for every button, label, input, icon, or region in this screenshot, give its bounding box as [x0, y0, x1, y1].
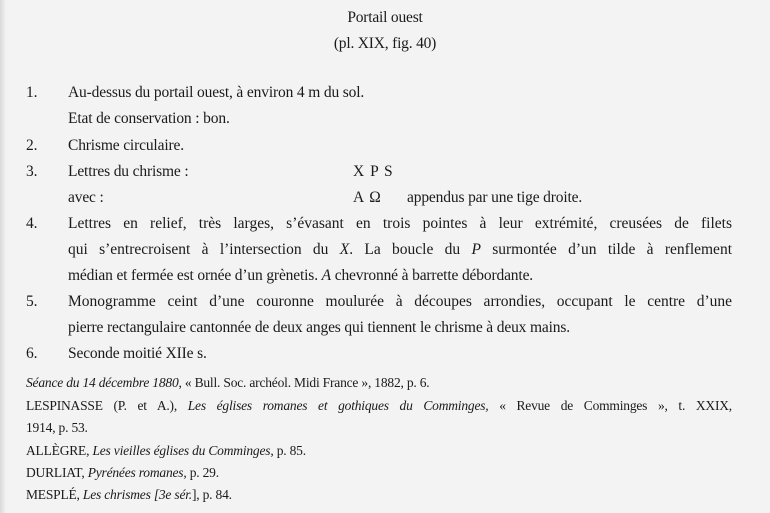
bibliography-continuation: 1914, p. 53. — [26, 420, 88, 435]
item-number: 3. — [26, 163, 38, 180]
item-text: Seconde moitié XIIe s. — [68, 345, 207, 362]
author: MESPLÉ, — [26, 487, 83, 502]
title-italic: Séance du 14 décembre 1880 — [26, 375, 179, 390]
text-run: surmontée d’un tilde à renflement — [480, 241, 732, 258]
item-text: Chrisme circulaire. — [68, 137, 184, 154]
italic-letter: P — [471, 241, 481, 258]
text-run: . La boucle du — [349, 241, 472, 258]
bibliography-entry — [26, 463, 219, 483]
title-italic: Pyrénées romanes — [87, 465, 184, 480]
chrisme-letters: X P S — [353, 163, 394, 180]
bibliography-entry — [26, 373, 429, 393]
author: LESPINASSE (P. et A.), — [26, 398, 188, 413]
italic-letter: A — [321, 267, 331, 284]
item-number: 6. — [26, 345, 38, 362]
citation-rest: , p. 29. — [183, 465, 219, 480]
item-text: avec : — [68, 189, 104, 206]
citation-rest: , « Bull. Soc. archéol. Midi France », 1882, p. 6. — [178, 375, 430, 390]
title-italic: Les chrismes [3e sér. — [82, 487, 192, 502]
text-run: chevronné à barrette débordante. — [330, 267, 534, 284]
item-3-avec-text — [407, 187, 582, 208]
text-run: qui s’entrecroisent à l’intersection du — [68, 241, 340, 258]
citation-rest: , p. 85. — [270, 443, 306, 458]
italic-letter: X — [339, 241, 350, 258]
plate-reference: (pl. XIX, fig. 40) — [333, 35, 437, 52]
title-italic: Les vieilles églises du Comminges — [92, 443, 271, 458]
item-text: appendus par une tige droite. — [407, 189, 583, 206]
citation-rest: ], p. 84. — [191, 487, 232, 502]
text-run: médian et fermée est ornée d’un grènetis. — [68, 267, 322, 284]
item-number: 1. — [26, 84, 38, 101]
author: DURLIAT, — [26, 465, 88, 480]
item-text: Etat de conservation : bon. — [68, 110, 230, 127]
item-5-line-2 — [68, 317, 570, 338]
item-4-line-2 — [68, 239, 732, 260]
text-run: pierre rectangulaire cantonnée de deux anges qui tiennent le chrisme à deux mains. — [68, 319, 571, 336]
item-number: 4. — [26, 215, 38, 232]
section-title: Portail ouest — [347, 9, 423, 26]
item-text: Lettres du chrisme : — [68, 163, 189, 180]
bibliography-entry — [26, 396, 732, 416]
item-5-line-1: Monogramme ceint d’une couronne moulurée à découpes arrondies, occupant le centre d’une — [68, 293, 732, 310]
item-number: 2. — [26, 137, 38, 154]
item-4-line-3 — [68, 265, 533, 286]
item-4-line-1: Lettres en relief, très larges, s’évasant en trois pointes à leur extrémité, creusées de filets — [68, 215, 732, 232]
title-italic: Les églises romanes et gothiques du Comminges, — [187, 398, 489, 413]
item-number: 5. — [26, 293, 38, 310]
item-text: Au-dessus du portail ouest, à environ 4 m du sol. — [68, 84, 365, 101]
citation-rest: « Revue de Comminges », t. XXIX, — [488, 398, 732, 413]
bibliography-entry — [26, 441, 306, 461]
page-edge — [0, 0, 6, 513]
bibliography-entry — [26, 485, 232, 505]
author: ALLÈGRE, — [26, 443, 93, 458]
alpha-omega-letters: A Ω — [353, 189, 382, 206]
